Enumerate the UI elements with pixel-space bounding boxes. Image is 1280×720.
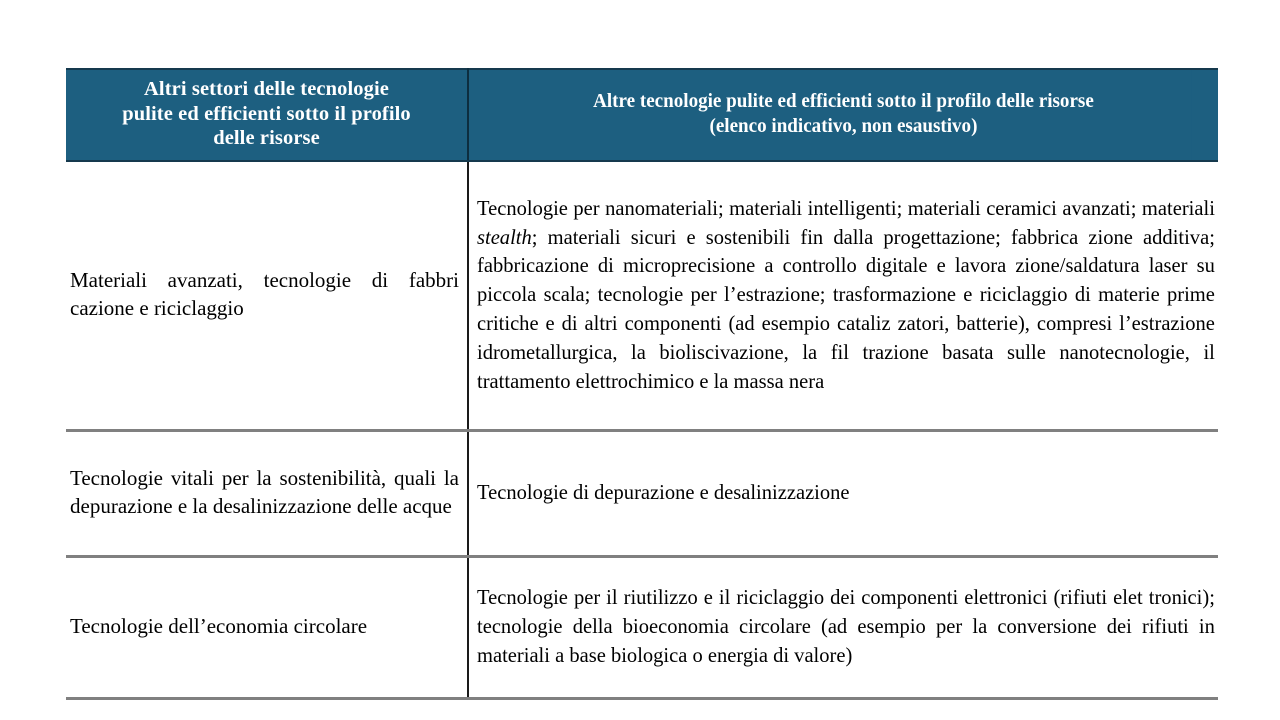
technologies-table	[66, 68, 1218, 700]
row-description-materiali-avanzati-text	[477, 194, 1215, 396]
column-header-technologies-line1: Altre tecnologie pulite ed efficienti sotto il profilo delle risorse	[593, 90, 1094, 113]
row-description-economia-circolare	[468, 556, 1218, 698]
table-body	[66, 161, 1218, 699]
column-header-technologies-line2: (elenco indicativo, non esaustivo)	[709, 114, 978, 137]
table-row	[66, 161, 1218, 431]
row-description-sostenibilita-acque	[468, 430, 1218, 556]
column-header-sectors-line1: Altri settori delle tecnologie	[144, 78, 389, 100]
table-row	[66, 556, 1218, 698]
row-description-sostenibilita-acque-text: Tecnologie di depurazione e desalinizzazione	[477, 480, 850, 505]
table-header-row	[66, 69, 1218, 161]
row-description-materiali-avanzati	[468, 161, 1218, 431]
column-header-technologies	[494, 69, 1192, 161]
description-segment-before-italic: Tecnologie per nanomateriali; materiali intelligenti; materiali ceramici avanzati; materiali	[477, 195, 1215, 220]
description-segment-after-italic: ; materiali sicuri e sostenibili fin dalla progettazione; fabbrica zione additiva; fabbricazione di microprecisione a controllo digitale e lavora zione/saldatura laser su piccola scala; tecnologie per l’estrazione; trasformazione e riciclaggio di materie prime critiche e di altri componenti (ad esempio cataliz zatori, batterie), compresi l’estrazione idrometallurgica, la bioliscivazione, la fil trazione basata sulle nanotecnologie, il trattamento elettrochimico e la massa nera	[477, 224, 1215, 394]
table-row	[66, 430, 1218, 556]
column-header-sectors-line3: delle risorse	[213, 127, 320, 150]
row-category-materiali-avanzati: Materiali avanzati, tecnologie di fabbri cazione e riciclaggio	[66, 161, 468, 431]
description-italic-term-stealth: stealth	[477, 224, 532, 249]
row-category-economia-circolare: Tecnologie dell’economia circolare	[66, 556, 468, 698]
column-header-sectors-line2: pulite ed efficienti sotto il profilo	[122, 102, 411, 125]
column-header-sectors	[66, 69, 468, 161]
row-description-economia-circolare-text: Tecnologie per il riutilizzo e il riciclaggio dei componenti elettronici (rifiuti elet tronici); tecnologie della bioeconomia circolare (ad esempio per la conversione dei rifiuti in materiali a base biologica o energia di valore)	[477, 585, 1215, 668]
row-category-sostenibilita-acque: Tecnologie vitali per la sostenibilità, quali la depurazione e la desalinizzazione delle acque	[66, 430, 468, 556]
table-header	[66, 69, 1218, 161]
